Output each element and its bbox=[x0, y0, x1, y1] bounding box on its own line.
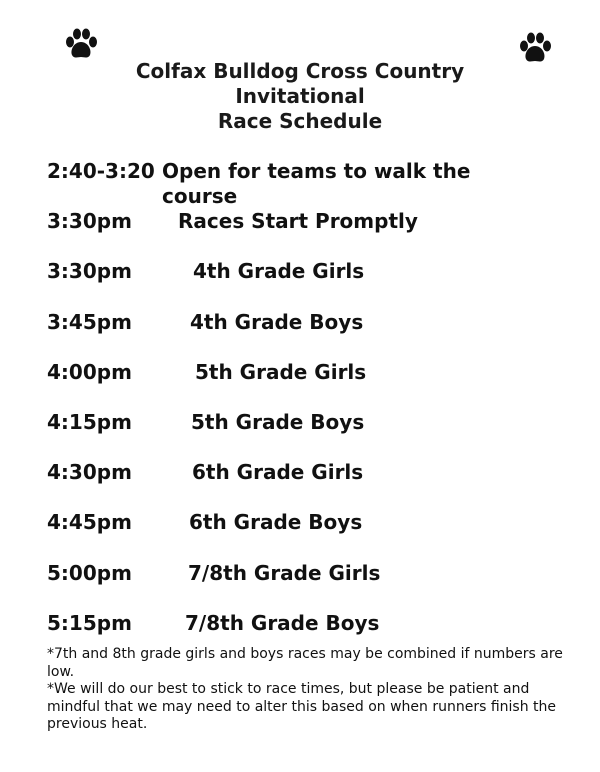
race-event: 7/8th Grade Boys bbox=[185, 611, 380, 635]
course-walk-row bbox=[47, 159, 471, 208]
footnotes bbox=[47, 646, 567, 734]
race-event: 5th Grade Girls bbox=[195, 360, 367, 384]
title-line: Colfax Bulldog Cross Country bbox=[135, 59, 465, 83]
race-event: 5th Grade Boys bbox=[191, 410, 365, 434]
paw-print-icon bbox=[64, 27, 98, 61]
race-time: 5:00pm bbox=[47, 561, 132, 585]
race-time: 5:15pm bbox=[47, 611, 132, 635]
footnote: *We will do our best to stick to race times, but please be patient and mindful that we may need to alter this based on when runners finish the previous heat. bbox=[47, 681, 557, 732]
footnote: *7th and 8th grade girls and boys races may be combined if numbers are low. bbox=[47, 646, 563, 680]
race-time: 4:15pm bbox=[47, 410, 132, 434]
page-title bbox=[0, 59, 600, 134]
race-time: 3:45pm bbox=[47, 310, 132, 334]
race-time: 4:30pm bbox=[47, 460, 132, 484]
race-event: 6th Grade Girls bbox=[192, 460, 364, 484]
race-time: 3:30pm bbox=[47, 259, 132, 283]
race-event: 4th Grade Girls bbox=[193, 259, 365, 283]
races-start-time: 3:30pm bbox=[47, 209, 132, 233]
race-event: 7/8th Grade Girls bbox=[188, 561, 381, 585]
course-walk-time: 2:40-3:20 bbox=[47, 159, 155, 183]
race-time: 4:00pm bbox=[47, 360, 132, 384]
title-line: Race Schedule bbox=[217, 109, 383, 133]
course-walk-description: Open for teams to walk the course bbox=[162, 159, 471, 208]
race-event: 6th Grade Boys bbox=[189, 510, 363, 534]
races-start-description: Races Start Promptly bbox=[178, 209, 418, 233]
race-time: 4:45pm bbox=[47, 510, 132, 534]
race-event: 4th Grade Boys bbox=[190, 310, 364, 334]
title-line: Invitational bbox=[235, 84, 365, 108]
